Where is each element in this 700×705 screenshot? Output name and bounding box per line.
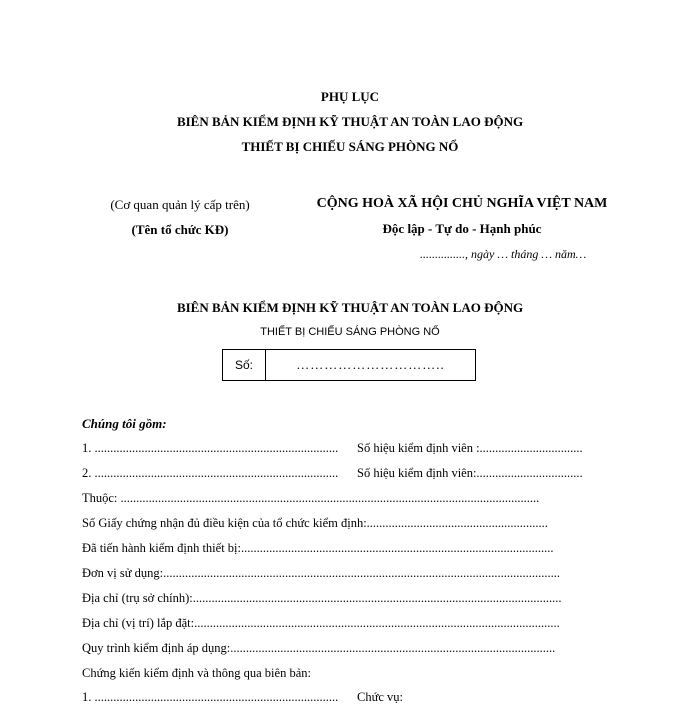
certificate-line: Số Giấy chứng nhận đủ điều kiện của tổ chức kiểm định:..........................................................: [82, 516, 548, 530]
witness-heading: Chứng kiến kiểm định và thông qua biên bản:: [82, 666, 311, 680]
user-unit-line: Đơn vị sử dụng:...............................................................................................................................: [82, 566, 560, 580]
equipment-line: Đã tiến hành kiểm định thiết bị:....................................................................................................: [82, 541, 554, 555]
witness-1-line: 1. ..............................................................................: [82, 690, 339, 704]
document-title: BIÊN BẢN KIỂM ĐỊNH KỸ THUẬT AN TOÀN LAO ĐỘNG: [176, 114, 524, 129]
affiliation-line: Thuộc: ......................................................................................................................................: [82, 491, 540, 505]
headquarters-address-line: Địa chỉ (trụ sở chính):......................................................................................................................: [82, 591, 562, 605]
witness-1-position: Chức vụ:: [357, 690, 404, 704]
report-number-field: …………………………..: [296, 357, 445, 372]
report-number-label: Số:: [223, 350, 266, 380]
installation-address-line: Địa chỉ (vị trí) lắp đặt:.....................................................................................................................: [82, 616, 560, 630]
inspector-1-id-line: Số hiệu kiểm định viên :.................................: [357, 441, 583, 455]
inspector-1-line: 1. ..............................................................................: [82, 441, 339, 455]
procedure-line: Quy trình kiểm định áp dụng:........................................................................................................: [82, 641, 556, 655]
equipment-title: THIẾT BỊ CHIẾU SÁNG PHÒNG NỔ: [241, 139, 459, 154]
agency-label: (Cơ quan quản lý cấp trên): [110, 197, 250, 212]
date-line: ..............., ngày … tháng … năm…: [420, 247, 587, 261]
inspector-2-line: 2. ..............................................................................: [82, 466, 339, 480]
nation-heading: CỘNG HOÀ XÃ HỘI CHỦ NGHĨA VIỆT NAM: [316, 196, 608, 211]
intro-label: Chúng tôi gồm:: [82, 416, 167, 431]
report-subtitle: THIẾT BỊ CHIẾU SÁNG PHÒNG NỔ: [260, 326, 440, 338]
report-number-box: [222, 349, 476, 381]
appendix-title: PHỤ LỤC: [320, 89, 380, 104]
inspector-2-id-line: Số hiệu kiểm định viên:..................................: [357, 466, 583, 480]
organization-label: (Tên tổ chức KĐ): [131, 222, 229, 237]
report-title: BIÊN BẢN KIỂM ĐỊNH KỸ THUẬT AN TOÀN LAO ĐỘNG: [176, 300, 524, 315]
motto: Độc lập - Tự do - Hạnh phúc: [382, 221, 542, 236]
